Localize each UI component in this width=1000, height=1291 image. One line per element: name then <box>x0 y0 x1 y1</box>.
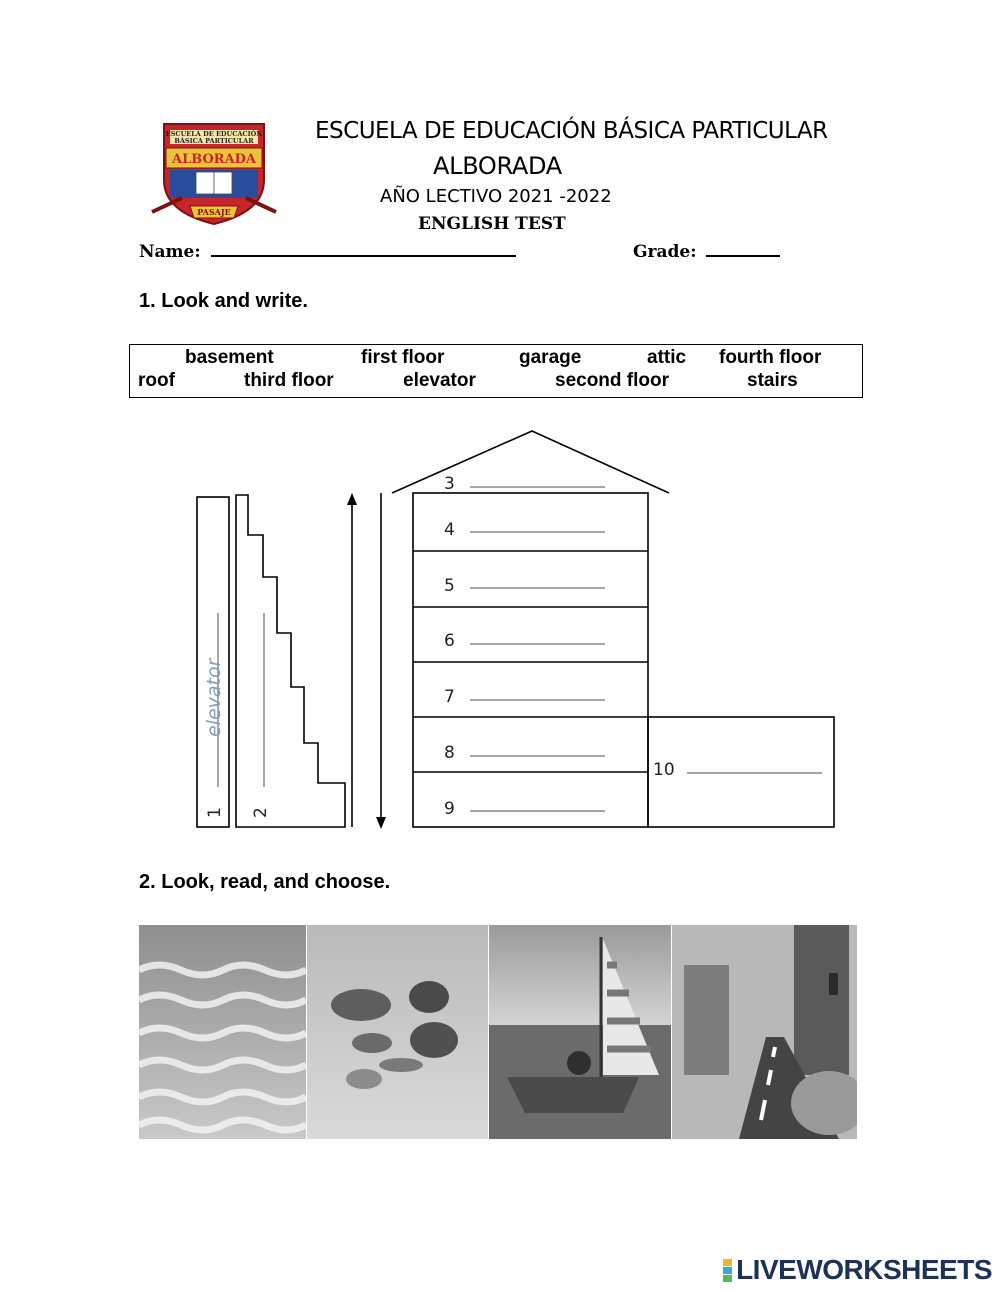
garage-outline <box>648 717 834 827</box>
up-arrow-head <box>347 493 357 505</box>
word-bank-item: second floor <box>555 370 670 391</box>
staircase <box>236 495 345 827</box>
word-bank-item: third floor <box>244 370 334 391</box>
section2-title: 2. Look, read, and choose. <box>139 871 391 893</box>
word-bank-item: basement <box>185 347 274 368</box>
house-diagram <box>180 425 850 835</box>
label-5: 5 <box>444 576 455 596</box>
word-bank-item: garage <box>519 347 582 368</box>
roof-outline <box>392 431 669 493</box>
label-2: 2 <box>251 807 271 818</box>
liveworksheets-logo <box>723 1254 992 1286</box>
test-title: ENGLISH TEST <box>418 214 566 234</box>
svg-text:BÁSICA PARTICULAR: BÁSICA PARTICULAR <box>174 137 254 145</box>
brand-blocks-icon <box>723 1259 732 1282</box>
city-street-picture <box>672 925 857 1139</box>
label-1: 1 <box>205 807 225 818</box>
word-bank-item: attic <box>647 347 687 368</box>
elevator-example-answer: elevator <box>203 658 225 737</box>
section1-title: 1. Look and write. <box>139 290 308 312</box>
grade-label: Grade: <box>633 242 697 262</box>
word-bank <box>129 344 863 398</box>
word-bank-item: roof <box>138 370 175 391</box>
svg-text:ALBORADA: ALBORADA <box>171 152 257 167</box>
school-year: AÑO LECTIVO 2021 -2022 <box>380 186 612 207</box>
label-9: 9 <box>444 799 455 819</box>
word-bank-item: fourth floor <box>719 347 822 368</box>
word-bank-item: first floor <box>361 347 445 368</box>
name-field[interactable] <box>211 238 516 257</box>
name-label: Name: <box>139 242 201 262</box>
label-10: 10 <box>653 760 675 780</box>
grade-row <box>633 238 780 262</box>
name-row <box>139 238 516 262</box>
label-4: 4 <box>444 520 455 540</box>
building-outline <box>413 493 648 827</box>
seashells-picture <box>307 925 488 1139</box>
label-7: 7 <box>444 687 455 707</box>
school-logo <box>146 120 282 230</box>
school-name: ESCUELA DE EDUCACIÓN BÁSICA PARTICULAR <box>315 118 828 144</box>
svg-text:ESCUELA DE EDUCACIÓN: ESCUELA DE EDUCACIÓN <box>165 130 263 138</box>
waves-picture <box>139 925 306 1139</box>
label-3: 3 <box>444 474 455 494</box>
label-6: 6 <box>444 631 455 651</box>
label-8: 8 <box>444 743 455 763</box>
down-arrow-head <box>376 817 386 829</box>
sailboat-picture <box>489 925 671 1139</box>
word-bank-item: stairs <box>747 370 798 391</box>
brand-name: LIVEWORKSHEETS <box>736 1254 992 1285</box>
grade-field[interactable] <box>706 238 780 257</box>
picture-strip <box>139 925 857 1139</box>
word-bank-item: elevator <box>403 370 476 391</box>
svg-text:PASAJE: PASAJE <box>197 207 231 217</box>
school-subtitle: ALBORADA <box>433 152 562 180</box>
